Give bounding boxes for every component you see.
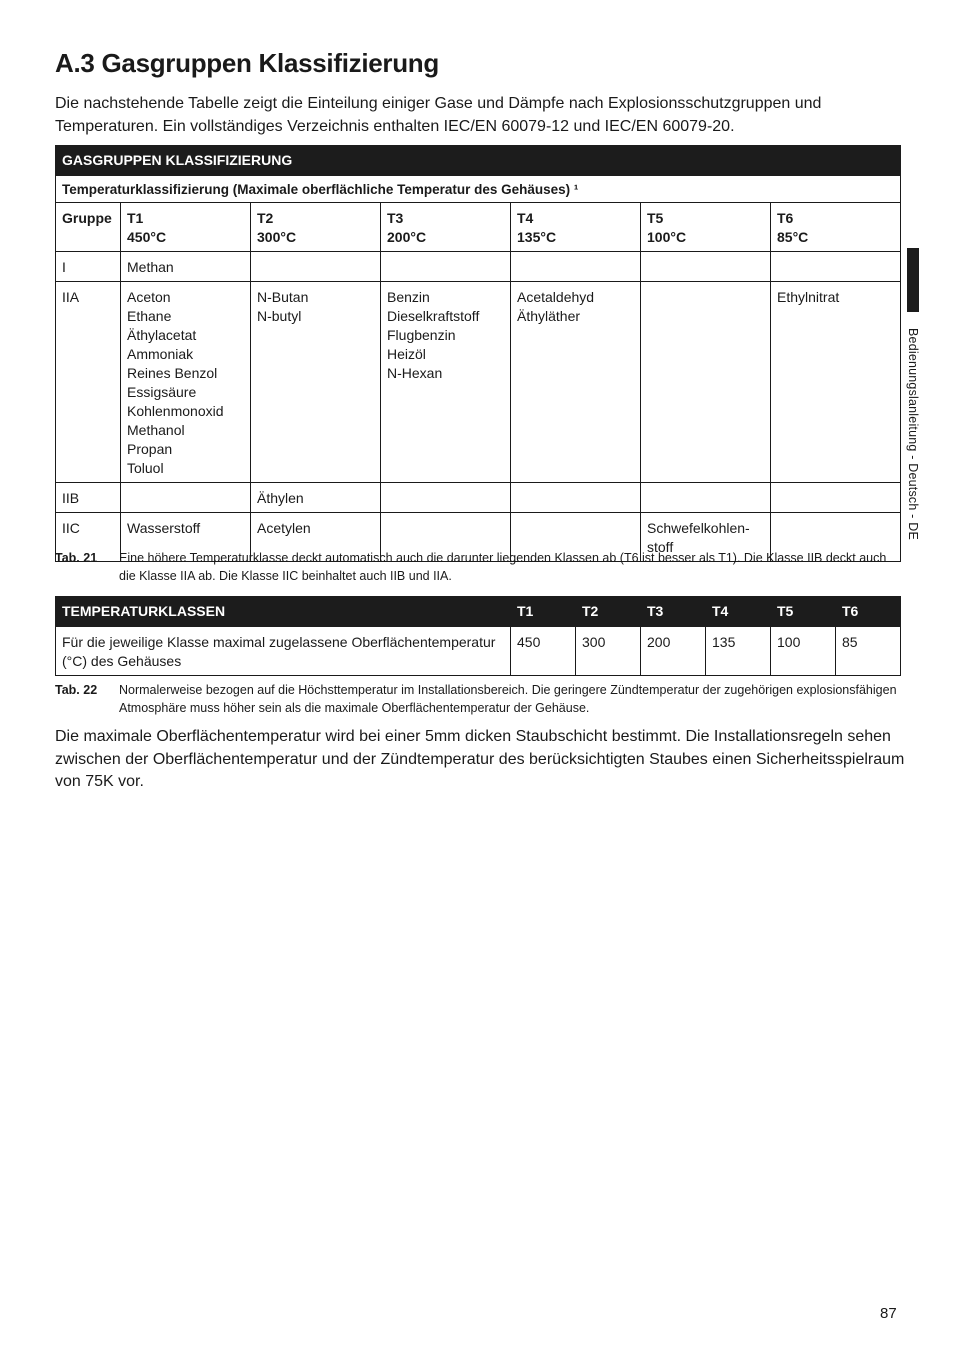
gas-name: Acetylen xyxy=(257,520,311,536)
group-cell: IIA xyxy=(56,282,121,483)
gas-table-subheader: Temperaturklassifizierung (Maximale oberflächliche Temperatur des Gehäuses) ¹ xyxy=(56,176,901,203)
caption-label: Tab. 21 xyxy=(55,551,98,565)
temp-class-column-header xyxy=(511,203,641,252)
temp-class-label: T1 xyxy=(127,210,144,226)
gas-cell xyxy=(771,252,901,282)
gas-table-header: GASGRUPPEN KLASSIFIZIERUNG xyxy=(56,146,901,176)
gas-name: Flugbenzin xyxy=(387,327,456,343)
gas-cell xyxy=(511,252,641,282)
temp-class-header: T1 xyxy=(511,597,576,627)
gas-name: Äthylen xyxy=(257,490,304,506)
table-21-caption xyxy=(55,549,905,585)
side-tab-marker xyxy=(907,248,919,312)
gas-name: Methanol xyxy=(127,422,185,438)
temp-value-cell: 85 xyxy=(836,627,901,676)
temp-class-max-temp: 200°C xyxy=(387,229,427,245)
temp-class-header: T2 xyxy=(576,597,641,627)
gas-cell xyxy=(771,282,901,483)
gas-name: Schwefelkohlen- xyxy=(647,520,750,536)
gas-name: N-Hexan xyxy=(387,365,443,381)
temp-class-header: T5 xyxy=(771,597,836,627)
temp-value-cell: 100 xyxy=(771,627,836,676)
table-row xyxy=(56,252,901,282)
gas-cell xyxy=(511,483,641,513)
gas-name: Kohlenmonoxid xyxy=(127,403,224,419)
temp-class-label: T4 xyxy=(517,210,534,226)
temp-class-header: T6 xyxy=(836,597,901,627)
gas-cell xyxy=(121,252,251,282)
gas-name: Ethylnitrat xyxy=(777,289,840,305)
temp-value-cell: 300 xyxy=(576,627,641,676)
caption-label: Tab. 22 xyxy=(55,683,98,697)
temp-class-header: T3 xyxy=(641,597,706,627)
temp-class-column-header xyxy=(251,203,381,252)
temp-class-max-temp: 450°C xyxy=(127,229,167,245)
table-22-caption xyxy=(55,681,905,717)
caption-text: Normalerweise bezogen auf die Höchsttemperatur im Installationsbereich. Die geringere Zündtemperatur der zugehörigen explosionsfähigen Atmosphäre muss höher sein als die maximale Oberflächentemperatur der Gehäuse. xyxy=(119,683,897,715)
gas-cell xyxy=(771,483,901,513)
gas-cell xyxy=(381,252,511,282)
gas-cell xyxy=(381,282,511,483)
temp-class-label: T6 xyxy=(777,210,794,226)
temp-class-label: T3 xyxy=(387,210,404,226)
table-row xyxy=(56,483,901,513)
page-title: A.3 Gasgruppen Klassifizierung xyxy=(55,48,439,78)
gas-name: Aceton xyxy=(127,289,171,305)
gas-cell xyxy=(381,483,511,513)
temp-class-column-header xyxy=(381,203,511,252)
intro-paragraph: Die nachstehende Tabelle zeigt die Einteilung einiger Gase und Dämpfe nach Explosionsschutzgruppen und Temperaturen. Ein vollständiges Verzeichnis enthalten IEC/EN 60079-12 und IEC/EN 60079-20. xyxy=(55,95,822,135)
group-cell: IIB xyxy=(56,483,121,513)
gas-name: Methan xyxy=(127,259,174,275)
temperature-class-table xyxy=(55,596,901,676)
group-column-header: Gruppe xyxy=(56,203,121,252)
side-label: Bedienungslanleitung - Deutsch - DE xyxy=(906,328,920,540)
temp-class-max-temp: 135°C xyxy=(517,229,557,245)
table-row xyxy=(56,627,901,676)
temp-row-label: Für die jeweilige Klasse maximal zugelassene Oberflächentemperatur (°C) des Gehäuses xyxy=(56,627,511,676)
gas-name: stoff xyxy=(647,539,674,555)
gas-cell xyxy=(251,252,381,282)
temp-class-column-header xyxy=(641,203,771,252)
temp-class-max-temp: 300°C xyxy=(257,229,297,245)
gas-name: Benzin xyxy=(387,289,430,305)
gas-name: Acetaldehyd xyxy=(517,289,595,305)
gas-cell xyxy=(511,282,641,483)
gas-name: Äthyläther xyxy=(517,308,581,324)
page-number: 87 xyxy=(880,1305,897,1322)
temp-class-column-header xyxy=(121,203,251,252)
conclusion-paragraph: Die maximale Oberflächentemperatur wird bei einer 5mm dicken Staubschicht bestimmt. Die Installationsregeln sehen zwischen der Oberflächentemperatur und der Zündtemperatur des berücksichtigten Staubes einen Sicherheitsspielraum von 75K vor. xyxy=(55,728,905,790)
gas-cell xyxy=(121,483,251,513)
temp-class-column-header xyxy=(771,203,901,252)
gas-name: Ammoniak xyxy=(127,346,194,362)
gas-name: Reines Benzol xyxy=(127,365,218,381)
gas-name: Essigsäure xyxy=(127,384,197,400)
gas-name: Wasserstoff xyxy=(127,520,201,536)
gas-name: N-butyl xyxy=(257,308,302,324)
temp-class-label: T5 xyxy=(647,210,664,226)
temp-value-cell: 200 xyxy=(641,627,706,676)
gas-name: Toluol xyxy=(127,460,164,476)
gas-cell xyxy=(641,252,771,282)
gas-cell xyxy=(251,483,381,513)
group-cell: I xyxy=(56,252,121,282)
gas-cell xyxy=(251,282,381,483)
gas-name: Äthylacetat xyxy=(127,327,197,343)
table-row xyxy=(56,282,901,483)
temp-table-header: TEMPERATURKLASSEN xyxy=(56,597,511,627)
gas-name: Ethane xyxy=(127,308,172,324)
group-cell: IIC xyxy=(56,513,121,562)
temp-class-max-temp: 85°C xyxy=(777,229,809,245)
temp-class-label: T2 xyxy=(257,210,274,226)
gas-cell xyxy=(121,282,251,483)
gas-name: N-Butan xyxy=(257,289,309,305)
caption-text: Eine höhere Temperaturklasse deckt automatisch auch die darunter liegenden Klassen ab (T6 ist besser als T1). Die Klasse IIB deckt auch die Klasse IIA ab. Die Klasse IIC beinhaltet auch IIB und IIA. xyxy=(119,551,887,583)
temp-class-header: T4 xyxy=(706,597,771,627)
temp-value-cell: 450 xyxy=(511,627,576,676)
gas-name: Heizöl xyxy=(387,346,426,362)
gas-name: Dieselkraftstoff xyxy=(387,308,480,324)
gas-group-table xyxy=(55,145,901,562)
gas-cell xyxy=(641,282,771,483)
temp-value-cell: 135 xyxy=(706,627,771,676)
temp-class-max-temp: 100°C xyxy=(647,229,687,245)
gas-cell xyxy=(641,483,771,513)
gas-name: Propan xyxy=(127,441,173,457)
